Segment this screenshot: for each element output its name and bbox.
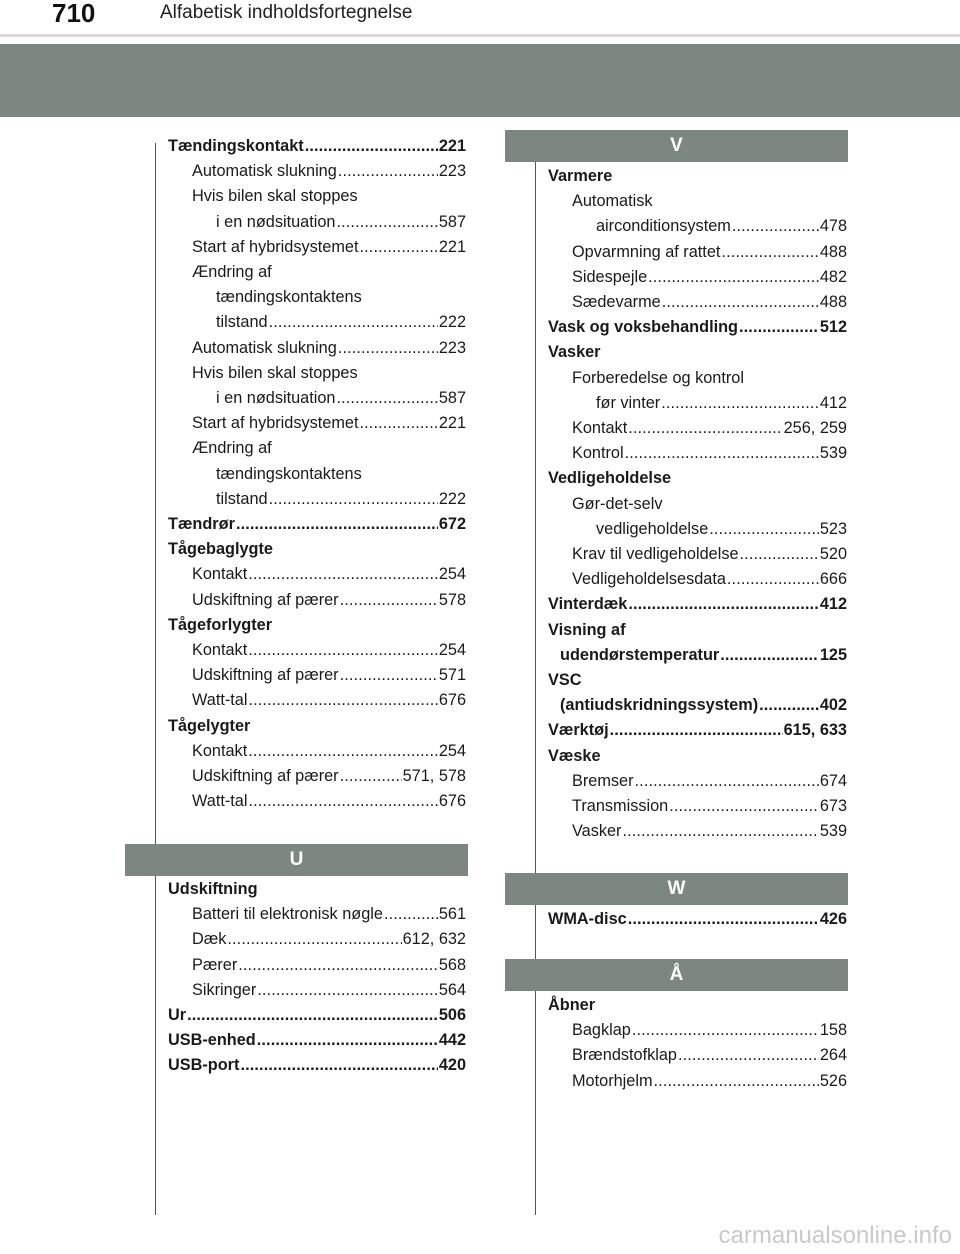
dot-leader: [669, 794, 819, 819]
index-entry-page: 539: [819, 444, 847, 463]
index-entry: [168, 1053, 466, 1078]
dot-leader: [648, 265, 819, 290]
index-entry-page: 482: [819, 267, 847, 286]
index-entry-page: 426: [819, 910, 847, 928]
index-entry-page: 674: [819, 771, 847, 790]
index-entry-label: Kontakt: [192, 565, 248, 584]
index-entry-label: Sidespejle: [572, 267, 648, 286]
index-entry: [572, 441, 847, 466]
header-rule: [0, 34, 960, 37]
index-entry-label: Motorhjelm: [572, 1071, 653, 1090]
dot-leader: [248, 688, 437, 713]
index-entry-label: airconditionsystem: [596, 217, 731, 236]
dot-leader: [248, 789, 437, 814]
index-entry-label: Udskiftning af pærer: [192, 666, 339, 685]
index-entry-page: 264: [819, 1046, 847, 1065]
index-entry-page: 523: [819, 519, 847, 538]
index-entry-page: 221: [438, 137, 466, 155]
index-entry-page: 568: [438, 955, 466, 974]
index-entry-label: USB-port: [168, 1056, 240, 1075]
index-entry-label: Vask og voksbehandling: [548, 318, 739, 337]
index-entry-page: 221: [438, 414, 466, 433]
index-entry-label: Vinterdæk: [548, 595, 628, 614]
index-entry-label: i en nødsituation: [216, 389, 336, 407]
index-entry-label: Automatisk slukning: [192, 338, 337, 357]
dot-leader: [360, 235, 438, 260]
index-entry-page: 672: [438, 515, 466, 533]
index-entry-page: 571: [438, 666, 466, 685]
index-entry-label: Varmere: [548, 167, 613, 185]
index-entry: [192, 361, 466, 386]
index-entry: [548, 592, 847, 617]
index-entry-label: Krav til vedligeholdelse: [572, 545, 739, 563]
index-entry-page: 420: [438, 1056, 466, 1075]
index-entry: [548, 340, 847, 365]
index-entry-page: 564: [438, 980, 466, 999]
index-entry: [168, 512, 466, 537]
index-entry-label: Start af hybridsystemet: [192, 414, 359, 433]
index-entry-label: Hvis bilen skal stoppes: [192, 363, 358, 382]
header-banner: [0, 44, 960, 117]
index-entry: [216, 386, 466, 411]
index-entry-label: Væske: [548, 746, 601, 765]
dot-leader: [628, 416, 782, 441]
index-entry: [548, 315, 847, 340]
index-entry-label: Watt-tal: [192, 792, 248, 811]
dot-leader: [622, 819, 818, 844]
index-entry: [192, 638, 466, 663]
index-entry-page: 223: [438, 338, 466, 357]
index-entry: [216, 487, 466, 512]
dot-leader: [269, 310, 438, 335]
index-entry: [572, 567, 847, 592]
index-entry: [168, 613, 466, 638]
dot-leader: [625, 441, 819, 466]
index-entry-label: Kontakt: [192, 641, 248, 659]
index-entry-label: Opvarmning af rattet: [572, 242, 721, 261]
index-entry-label: (antiudskridningssystem): [560, 696, 759, 715]
dot-leader: [257, 978, 438, 1003]
dot-leader: [661, 391, 819, 416]
index-entry-label: Batteri til elektronisk nøgle: [192, 905, 383, 924]
index-entry-label: Tågeforlygter: [168, 615, 273, 634]
dot-leader: [759, 693, 819, 718]
index-entry-page: 512: [819, 318, 847, 337]
dot-leader: [654, 1069, 819, 1094]
index-entry: [168, 877, 466, 902]
index-entry-page: 612, 632: [402, 930, 466, 949]
index-entry-page: 578: [438, 590, 466, 609]
dot-leader: [338, 336, 438, 361]
index-entry: [168, 1028, 466, 1053]
index-entry-label: Transmission: [572, 797, 669, 815]
index-entry-label: tilstand: [216, 489, 268, 508]
index-entry: [192, 978, 466, 1003]
dot-leader: [610, 718, 783, 743]
index-entry-label: Udskiftning af pærer: [192, 767, 339, 785]
index-entry-label: Gør-det-selv: [572, 494, 663, 513]
dot-leader: [360, 411, 438, 436]
index-entry: [192, 336, 466, 361]
index-entry-label: Tågelygter: [168, 716, 251, 735]
index-entry-label: Vasker: [572, 822, 622, 841]
index-entry: [572, 1018, 847, 1043]
index-entry-page: 223: [438, 162, 466, 181]
index-entry-label: Åbner: [548, 996, 596, 1014]
index-entry-label: USB-enhed: [168, 1031, 256, 1050]
index-entry-label: Automatisk: [572, 192, 653, 211]
index-entry: [560, 693, 847, 718]
index-entry-label: Kontakt: [572, 419, 628, 437]
index-entry-label: Bagklap: [572, 1021, 631, 1040]
index-entry-page: 412: [819, 595, 847, 614]
index-entry-page: 561: [438, 905, 466, 924]
section-header-u: U: [125, 844, 468, 876]
index-entry: [192, 739, 466, 764]
index-entry: [216, 285, 466, 310]
dot-leader: [721, 240, 818, 265]
index-entry: [168, 714, 466, 739]
index-entry-page: 488: [819, 293, 847, 311]
dot-leader: [340, 588, 438, 613]
index-entry: [548, 907, 847, 932]
index-entry: [560, 643, 847, 668]
dot-leader: [727, 567, 819, 592]
dot-leader: [635, 769, 819, 794]
index-entry-label: Hvis bilen skal stoppes: [192, 187, 358, 206]
dot-leader: [720, 643, 819, 668]
index-entry: [572, 240, 847, 265]
left-column-rule: [155, 143, 156, 1215]
index-entry: [572, 290, 847, 315]
section-header-w: W: [505, 873, 848, 905]
index-entry-label: Vedligeholdelse: [548, 469, 672, 488]
index-entry: [572, 794, 847, 819]
index-entry-label: WMA-disc: [548, 910, 627, 928]
index-entry-label: Kontakt: [192, 741, 248, 760]
dot-leader: [662, 290, 819, 315]
index-entry: [572, 416, 847, 441]
index-entry-label: tilstand: [216, 313, 268, 332]
index-entry: [192, 159, 466, 184]
dot-leader: [248, 562, 438, 587]
index-entry: [596, 214, 847, 239]
index-entry: [572, 265, 847, 290]
index-entry: [192, 953, 466, 978]
index-entry-page: 478: [819, 217, 847, 236]
index-entry-label: Visning af: [548, 620, 626, 639]
index-entry: [548, 466, 847, 491]
index-entry-page: 526: [819, 1071, 847, 1090]
index-entry-label: Ændring af: [192, 263, 272, 281]
index-entry: [548, 164, 847, 189]
section-header-v: V: [505, 130, 848, 162]
index-entry-page: 587: [438, 389, 466, 407]
index-entry-label: Værktøj: [548, 721, 609, 740]
index-entry: [192, 562, 466, 587]
dot-leader: [269, 487, 438, 512]
index-entry-label: vedligeholdelse: [596, 519, 709, 538]
index-entry: [192, 764, 466, 789]
dot-leader: [740, 542, 819, 567]
index-entry: [548, 618, 847, 643]
section-header-aa: Å: [505, 959, 848, 991]
index-entry: [192, 927, 466, 952]
index-entry-label: før vinter: [596, 393, 661, 412]
index-entry-label: i en nødsituation: [216, 212, 336, 231]
index-entry-label: Forberedelse og kontrol: [572, 368, 744, 387]
index-entry: [572, 189, 847, 214]
index-entry-label: Ændring af: [192, 439, 272, 458]
index-entry: [192, 411, 466, 436]
index-entry: [572, 366, 847, 391]
index-entry-page: 412: [819, 393, 847, 412]
index-entry-label: Sædevarme: [572, 293, 661, 311]
dot-leader: [305, 134, 438, 159]
dot-leader: [632, 1018, 819, 1043]
index-entry-label: Sikringer: [192, 980, 257, 999]
index-entry-label: Udskiftning af pærer: [192, 590, 339, 609]
index-entry-label: Kontrol: [572, 444, 624, 463]
index-entry: [192, 902, 466, 927]
index-entry-label: Brændstofklap: [572, 1046, 677, 1065]
dot-leader: [240, 1053, 437, 1078]
index-entry: [192, 260, 466, 285]
index-entry-page: 587: [438, 212, 466, 231]
dot-leader: [340, 764, 402, 789]
index-entry-page: 571, 578: [402, 767, 466, 785]
dot-leader: [739, 315, 819, 340]
index-entry-label: Automatisk slukning: [192, 162, 337, 181]
index-entry: [192, 588, 466, 613]
dot-leader: [628, 907, 819, 932]
index-entry-page: 222: [438, 489, 466, 508]
index-entry-page: 539: [819, 822, 847, 841]
index-entry-label: Watt-tal: [192, 691, 248, 710]
dot-leader: [336, 210, 437, 235]
index-entry-label: Vedligeholdelsesdata: [572, 570, 726, 589]
index-entry-page: 676: [438, 792, 466, 811]
index-entry: [548, 718, 847, 743]
index-entry-label: Vasker: [548, 343, 601, 362]
index-entry: [168, 537, 466, 562]
index-entry: [572, 1043, 847, 1068]
index-entry: [192, 688, 466, 713]
dot-leader: [628, 592, 819, 617]
index-entry-label: Pærer: [192, 955, 238, 974]
index-entry-page: 254: [438, 565, 466, 584]
index-entry: [572, 769, 847, 794]
index-entry: [548, 993, 847, 1018]
index-entry: [572, 542, 847, 567]
index-entry: [596, 517, 847, 542]
dot-leader: [248, 739, 438, 764]
dot-leader: [236, 512, 438, 537]
dot-leader: [238, 953, 438, 978]
index-entry-page: 488: [819, 242, 847, 261]
dot-leader: [678, 1043, 819, 1068]
index-entry-label: Udskiftning: [168, 880, 258, 898]
index-entry-page: 402: [819, 696, 847, 715]
index-entry: [596, 391, 847, 416]
dot-leader: [187, 1003, 438, 1028]
index-entry-page: 125: [819, 645, 847, 664]
index-entry-page: 666: [819, 570, 847, 589]
index-entry-label: tændingskontaktens: [216, 464, 362, 483]
index-entry: [572, 492, 847, 517]
index-entry-page: 254: [438, 741, 466, 760]
index-entry-label: udendørstemperatur: [560, 645, 720, 664]
dot-leader: [248, 638, 438, 663]
index-entry-page: 442: [438, 1031, 466, 1050]
index-entry: [168, 1003, 466, 1028]
index-entry-page: 221: [438, 237, 466, 256]
index-entry-label: Ur: [168, 1006, 187, 1024]
dot-leader: [340, 663, 438, 688]
index-entry: [192, 235, 466, 260]
dot-leader: [257, 1028, 438, 1053]
page-title: Alfabetisk indholdsfortegnelse: [160, 2, 413, 23]
index-entry: [572, 1069, 847, 1094]
index-entry-page: 256, 259: [783, 419, 847, 437]
index-entry-label: Tændrør: [168, 515, 235, 533]
dot-leader: [732, 214, 819, 239]
index-entry: [572, 819, 847, 844]
index-entry: [216, 310, 466, 335]
index-entry-label: Tændingskontakt: [168, 137, 304, 155]
index-entry: [192, 663, 466, 688]
index-entry: [216, 210, 466, 235]
right-column-rule: [535, 143, 536, 1215]
index-entry: [216, 462, 466, 487]
dot-leader: [384, 902, 438, 927]
dot-leader: [338, 159, 438, 184]
index-entry-label: Tågebaglygte: [168, 540, 273, 559]
index-entry: [192, 184, 466, 209]
index-entry-label: Start af hybridsystemet: [192, 237, 359, 256]
index-entry-page: 222: [438, 313, 466, 332]
index-entry-label: Dæk: [192, 930, 227, 949]
index-entry-page: 676: [438, 691, 466, 710]
index-entry: [548, 744, 847, 769]
index-entry-page: 615, 633: [783, 721, 847, 740]
dot-leader: [227, 927, 401, 952]
index-entry-label: Bremser: [572, 771, 634, 790]
index-entry-page: 520: [819, 545, 847, 563]
index-entry: [548, 668, 847, 693]
index-entry: [192, 789, 466, 814]
dot-leader: [709, 517, 819, 542]
index-entry-page: 673: [819, 797, 847, 815]
index-entry-page: 158: [819, 1021, 847, 1040]
index-entry: [168, 134, 466, 159]
index-entry-page: 254: [438, 641, 466, 659]
index-entry-label: tændingskontaktens: [216, 288, 362, 307]
index-entry: [192, 436, 466, 461]
index-entry-label: VSC: [548, 671, 582, 689]
dot-leader: [336, 386, 437, 411]
watermark-text: carmanualsonline.info: [718, 1222, 952, 1249]
page-number: 710: [52, 0, 96, 28]
index-entry-page: 506: [438, 1006, 466, 1024]
